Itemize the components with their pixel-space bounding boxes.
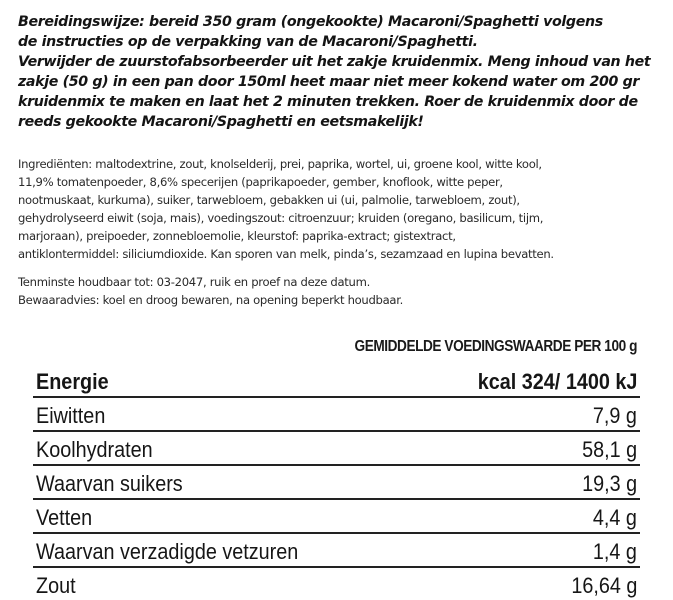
ingredients-line: gehydrolyseerd eiwit (soja, mais), voedingszout: citroenzuur; kruiden (oregano, basilicum, tijm, — [18, 211, 544, 225]
storage-info — [18, 273, 668, 309]
ingredients-line: antiklontermiddel: siliciumdioxide. Kan sporen van melk, pinda’s, sezamzaad en lupina bevatten. — [18, 247, 554, 261]
preparation-line: de instructies op de verpakking van de Macaroni/Spaghetti. — [18, 34, 478, 50]
ingredients-line: marjoraan), preipoeder, zonnebloemolie, kleurstof: paprika-extract; gistextract, — [18, 229, 456, 243]
preparation-line: reeds gekookte Macaroni/Spaghetti en eetsmakelijk! — [18, 114, 424, 130]
nutrient-value: 1,4 g — [592, 539, 637, 564]
nutrient-value: kcal 324/ 1400 kJ — [477, 369, 637, 394]
nutrient-value: 4,4 g — [592, 505, 637, 530]
nutrient-label: Zout — [36, 573, 76, 598]
nutrition-row-vetten — [33, 500, 640, 534]
nutrient-value: 7,9 g — [592, 403, 637, 428]
nutrition-table — [33, 365, 640, 600]
nutrient-label: Waarvan suikers — [36, 471, 183, 496]
nutrient-label: Vetten — [36, 505, 93, 530]
nutrition-row-suikers — [33, 466, 640, 500]
nutrition-row-energie — [33, 365, 640, 398]
ingredients-list — [18, 155, 668, 263]
preparation-line: Bereidingswijze: bereid 350 gram (ongekookte) Macaroni/Spaghetti volgens — [18, 14, 603, 30]
storage-advice: Bewaaradvies: koel en droog bewaren, na opening beperkt houdbaar. — [18, 293, 403, 307]
preparation-line: zakje (50 g) in een pan door 150ml heet maar niet meer kokend water om 200 gr — [18, 74, 640, 90]
ingredients-line: 11,9% tomatenpoeder, 8,6% specerijen (paprikapoeder, gember, knoflook, witte peper, — [18, 175, 503, 189]
nutrition-row-verzadigde-vetzuren — [33, 534, 640, 568]
nutrient-value: 19,3 g — [581, 471, 637, 496]
ingredients-line: Ingrediënten: maltodextrine, zout, knolselderij, prei, paprika, wortel, ui, groene kool, witte kool, — [18, 157, 542, 171]
nutrient-value: 58,1 g — [581, 437, 637, 462]
nutrient-value: 16,64 g — [570, 573, 637, 598]
preparation-line: Verwijder de zuurstofabsorbeerder uit het zakje kruidenmix. Meng inhoud van het — [18, 54, 651, 70]
nutrition-row-koolhydraten — [33, 432, 640, 466]
preparation-line: kruidenmix te maken en laat het 2 minuten trekken. Roer de kruidenmix door de — [18, 94, 638, 110]
ingredients-line: nootmuskaat, kurkuma), suiker, tarwebloem, gebakken ui (ui, palmolie, tarwebloem, zout), — [18, 193, 520, 207]
best-before: Tenminste houdbaar tot: 03-2047, ruik en proef na deze datum. — [18, 275, 370, 289]
preparation-instructions — [18, 12, 668, 132]
nutrient-label: Waarvan verzadigde vetzuren — [36, 539, 299, 564]
nutrition-row-eiwitten — [33, 398, 640, 432]
nutrient-label: Eiwitten — [36, 403, 106, 428]
nutrient-label: Energie — [36, 369, 109, 394]
nutrient-label: Koolhydraten — [36, 437, 153, 462]
nutrition-title: GEMIDDELDE VOEDINGSWAARDE PER 100 g — [354, 338, 637, 355]
nutrition-row-zout — [33, 568, 640, 600]
